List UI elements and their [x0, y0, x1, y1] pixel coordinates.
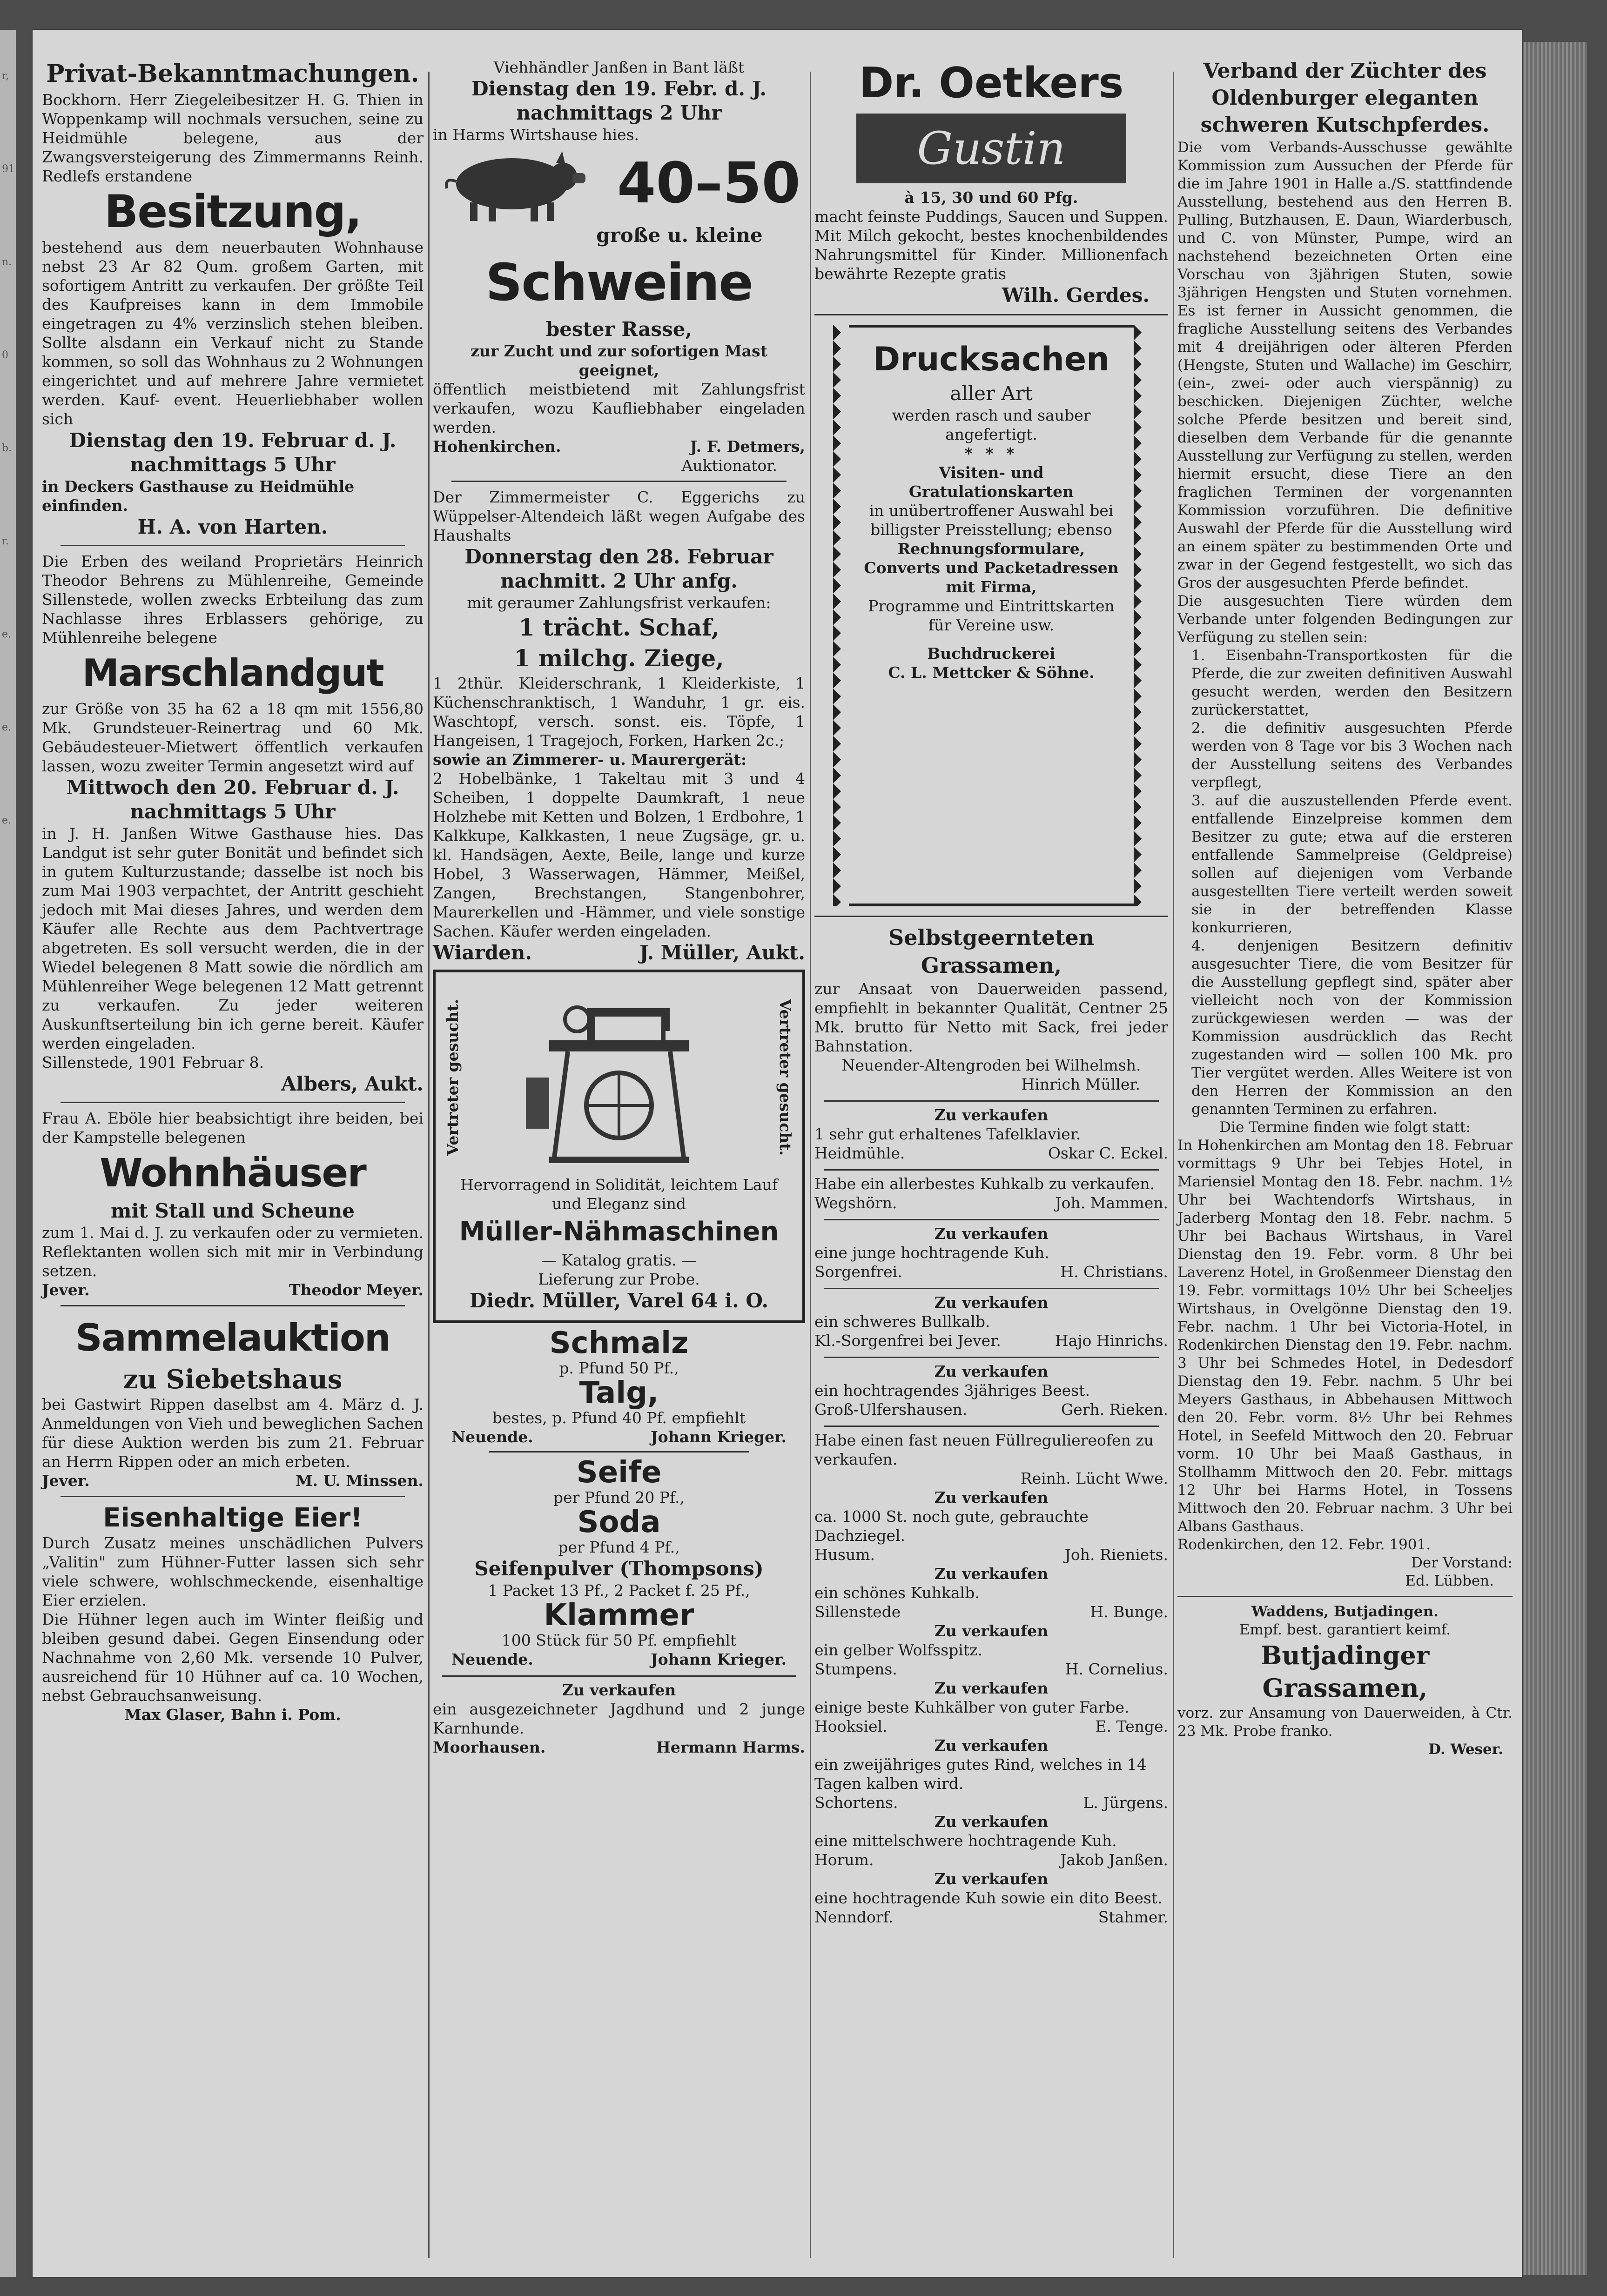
ad-signature: Stahmer. — [1098, 1908, 1168, 1926]
border-decoration — [833, 325, 849, 906]
ad-item: Rechnungsformulare, Converts und Packetadressen mit Firma, — [864, 540, 1119, 596]
side-label: Vertreter gesucht. — [776, 999, 794, 1156]
ad-price: p. Pfund 50 Pf., — [559, 1359, 679, 1377]
divider — [61, 1496, 405, 1497]
ad-text: ein zweijähriges gutes Rind, welches in 14 Tagen kalben wird. — [814, 1755, 1147, 1793]
ad-signature-line — [42, 1280, 424, 1299]
ad-place: Hohenkirchen. — [433, 437, 561, 455]
divider — [61, 1102, 405, 1103]
ad-title: Sammelauktion — [75, 1316, 390, 1359]
ad-stars: * * * — [964, 444, 1018, 462]
ad-title: Wohnhäuser — [100, 1150, 366, 1196]
ad-text: 1 sehr gut erhaltenes Tafelklavier. — [814, 1125, 1081, 1143]
section-heading: Privat-Bekanntmachungen. — [46, 60, 419, 88]
ad-heading: Zu verkaufen — [934, 1565, 1049, 1583]
divider — [814, 916, 1168, 917]
ad-item: Visiten- und Gratulationskarten — [908, 463, 1074, 501]
border-decoration — [1134, 325, 1150, 906]
ad-text: Habe einen fast neuen Füllreguliereofen zu verkaufen. — [814, 1431, 1154, 1468]
divider — [824, 1169, 1159, 1171]
ad-signature: H. Christians. — [1060, 1263, 1168, 1281]
ad-title: Marschlandgut — [82, 651, 383, 695]
ad-price: à 15, 30 und 60 Pfg. — [904, 188, 1078, 207]
condition-item: 3. auf die auszustellenden Pferde event. entfallende Einzelpreise kommen dem Besitzer zu gute; etwa auf die ersteren entfallende Sammelpreise (Geldpreise) sollen auf diejenigen vom Verbande ausgestellten Tiere verteilt werden soweit sie in der betreffenden Klasse konkurrieren, — [1191, 792, 1513, 936]
ad-text: in unübertroffener Auswahl bei billigster Preisstellung; ebenso — [869, 502, 1114, 539]
ad-signature: Johann Krieger. — [651, 1650, 787, 1668]
ad-text: Habe ein allerbestes Kuhkalb zu verkaufen. — [814, 1175, 1155, 1193]
ad-text: in Deckers Gasthause zu Heidmühle einfinden. — [42, 477, 355, 515]
ad-subtitle: mit Stall und Scheune — [111, 1199, 355, 1222]
ad-signature: E. Tenge. — [1095, 1717, 1168, 1735]
ad-text: ca. 1000 St. noch gute, gebrauchte Dachziegel. — [814, 1507, 1089, 1545]
ad-signature-line — [814, 1793, 1168, 1812]
ad-date-line: Rodenkirchen, den 12. Febr. 1901. — [1177, 1536, 1431, 1553]
margin-fragment: e. — [2, 629, 12, 640]
ad-signature: Ed. Lübben. — [1405, 1573, 1494, 1589]
ad-heading: Zu verkaufen — [934, 1293, 1049, 1312]
ad-text: einige beste Kuhkälber von guter Farbe. — [814, 1698, 1130, 1716]
ad-subtitle: große u. kleine — [596, 224, 763, 247]
ad-title: Butjadinger Grassamen, — [1260, 1640, 1430, 1703]
ad-subheading: sowie an Zimmerer- u. Maurergerät: — [433, 750, 747, 769]
divider — [451, 481, 787, 482]
page-stack-edge — [1522, 42, 1587, 2275]
ad-signature-line — [814, 1660, 1168, 1679]
divider — [824, 1219, 1159, 1220]
margin-fragment: r, — [2, 70, 9, 82]
condition-item: 4. denjenigen Besitzern definitiv ausgesuchter Tiere, die vom Besitzer für die Ausstellung gepflegt sind, später aber vielleicht noch von der Kommission zurückgewiesen werden — was der Kommission ausdrücklich das Recht zugestanden wird — sollen 100 Mk. pro Tier vergütet werden. Alles Weitere ist von den Herren der Kommission an den genannten Terminen zu erfahren. — [1191, 937, 1513, 1118]
ad-text: macht feinste Puddings, Saucen und Suppen. Mit Milch gekocht, bestes knochenbildendes Nahrungsmittel für Kinder. Millionenfach bewährte Rezepte gratis — [814, 208, 1168, 283]
drucksachen-ad — [833, 325, 1150, 906]
sewing-machine-ad — [433, 970, 805, 1323]
ad-title: Drucksachen — [873, 340, 1110, 378]
ad-time: nachmittags 5 Uhr — [130, 453, 336, 476]
ad-time: nachmittags 2 Uhr — [516, 101, 722, 124]
ad-title: Soda — [577, 1505, 661, 1540]
ad-signature-line — [814, 1400, 1168, 1419]
margin-fragment: r. — [2, 536, 9, 547]
ad-place: Neuende. — [451, 1428, 533, 1446]
ad-heading: Zu verkaufen — [934, 1622, 1049, 1640]
ad-signature: Joh. Mammen. — [1055, 1194, 1168, 1212]
ad-place: Sillenstede — [814, 1603, 901, 1621]
ad-title: Schmalz — [549, 1326, 689, 1360]
ad-heading: Zu verkaufen — [934, 1679, 1049, 1697]
ad-text: zur Größe von 35 ha 62 a 18 qm mit 1556,80 Mk. Grundsteuer-Reinertrag und 60 Mk. Gebäudesteuer-Mietwert öffentlich verkaufen lassen, wozu zweiter Termin angesetzt wird auf — [42, 700, 424, 775]
ad-text: ein ausgezeichneter Jagdhund und 2 junge Karnhunde. — [433, 1700, 805, 1737]
ad-signature: H. A. von Harten. — [137, 515, 328, 538]
ad-heading: Zu verkaufen — [934, 1225, 1049, 1243]
ad-signature-line — [42, 1471, 424, 1490]
ad-heading: Zu verkaufen — [934, 1106, 1049, 1124]
ad-text: Der Zimmermeister C. Eggerichs zu Wüppelser-Altendeich läßt wegen Aufgabe des Haushalts — [433, 488, 805, 544]
ad-signature: J. F. Detmers, — [690, 437, 805, 455]
ad-subtitle: Empf. best. garantiert keimf. — [1239, 1621, 1451, 1638]
ad-signature: H. Cornelius. — [1065, 1660, 1168, 1678]
ad-place: in Harms Wirtshause hies. — [433, 126, 639, 144]
ad-text: ein schönes Kuhkalb. — [814, 1584, 980, 1602]
ad-heading: Zu verkaufen — [934, 1870, 1049, 1888]
ad-text: 2 Hobelbänke, 1 Takeltau mit 3 und 4 Scheiben, 1 doppelte Daumkraft, 1 neue Holzhebe mit Ketten und Bolzen, 1 Erdbohre, 1 Kalkkupe, Kalkkasten, 1 neue Zugsäge, gr. u. kl. Handsägen, Aexte, Beile, lange und kurze Hobel, 3 Wasserwagen, Hämmer, Meißel, Zangen, Brechstangen, Stangenbohrer, Maurerkellen und -Hämmer, und viele sonstige Sachen. Käufer werden eingeladen. — [433, 770, 805, 940]
ad-title: Selbstgeernteten Grassamen, — [888, 925, 1095, 978]
ad-text: Programme und Eintrittskarten für Vereine usw. — [868, 597, 1115, 634]
ad-count: 40–50 — [617, 151, 800, 216]
ad-place: Jever. — [42, 1281, 90, 1299]
ad-title: Verband der Züchter des Oldenburger eleganten schweren Kutschpferdes. — [1200, 59, 1490, 137]
ad-text: Lieferung zur Probe. — [538, 1270, 700, 1288]
ad-text: vorz. zur Ansamung von Dauerweiden, à Ctr. 23 Mk. Probe franko. — [1177, 1705, 1513, 1740]
ad-signature-line — [814, 1331, 1168, 1350]
ad-date-line: Sillenstede, 1901 Februar 8. — [42, 1053, 264, 1071]
divider — [824, 1357, 1159, 1358]
ad-signature: Theodor Meyer. — [289, 1281, 424, 1299]
ad-signature: Oskar C. Eckel. — [1048, 1144, 1168, 1162]
ad-signature-line — [814, 1144, 1168, 1163]
previous-page-edge — [0, 30, 16, 2277]
newspaper-page — [33, 30, 1522, 2277]
ad-signature-line — [814, 1908, 1168, 1927]
margin-fragment: b. — [2, 442, 12, 454]
margin-fragment: n. — [2, 256, 12, 268]
ad-text: ein hochtragendes 3jähriges Beest. — [814, 1381, 1090, 1399]
ad-item: 1 milchg. Ziege, — [514, 644, 724, 672]
ad-signature: Max Glaser, Bahn i. Pom. — [124, 1706, 341, 1724]
ad-title: Klammer — [544, 1598, 694, 1633]
ad-text: Die ausgesuchten Tiere würden dem Verbande unter folgenden Bedingungen zur Verfügung zu stellen sein: — [1177, 593, 1513, 646]
ad-signature: Hinrich Müller. — [1021, 1075, 1140, 1093]
ad-signature: Reinh. Lücht Wwe. — [1020, 1469, 1168, 1487]
margin-fragment: e. — [2, 815, 12, 826]
ad-signature-line — [433, 1427, 805, 1446]
ad-text: ein gelber Wolfsspitz. — [814, 1641, 982, 1659]
ad-date: Dienstag den 19. Februar d. J. — [69, 429, 397, 452]
ad-subtitle: bester Rasse, — [545, 318, 693, 341]
ad-signature: Gerh. Rieken. — [1061, 1400, 1168, 1419]
ad-title: Dr. Oetkers — [859, 59, 1124, 107]
ad-price: 1 Packet 13 Pf., 2 Packet f. 25 Pf., — [488, 1581, 750, 1600]
ad-text: Die vom Verbands-Ausschusse gewählte Kommission zum Aussuchen der Pferde für die im Jahre 1901 in Halle a./S. stattfindende Ausstellung, bestehend aus den Herren B. Pulling, Butzhausen, E. Daun, Wiarderbusch, und C. von Münster, Pumpe, wird an nachstehend bezeichneten Orten eine Vorschau von 3jährigen Stuten, sowie 3jährigen Hengsten und Stuten vornehmen. Es ist ferner in Aussicht genommen, die fragliche Ausstellung seitens des Verbandes mit 4 dreijährigen oder älteren Pferden (Hengste, Stuten und Wallache) im Geschirr, (ein-, zwei- oder auch vierspännig) zu beschicken. Diejenigen Züchter, welche solche Pferde besitzen und bereit sind, dieselben dem Verbande für die genannte Ausstellung zur Verfügung zu stellen, werden hiermit ersucht, diese Tiere an den fraglichen Terminen der vorgenannten Kommission vorzuführen. Die definitive Auswahl der Pferde für die Ausstellung wird an einem später zu bestimmenden Orte und zwar in der Gegend festgestellt, wo sich das Gros der ausgesuchten Pferde befindet. — [1177, 139, 1513, 591]
ad-signature-line — [814, 1717, 1168, 1736]
ad-text: öffentlich meistbietend mit Zahlungsfrist verkaufen, wozu Kaufliebhaber eingeladen werden. — [433, 380, 805, 436]
ad-item: 1 trächt. Schaf, — [518, 614, 719, 641]
divider — [442, 1675, 796, 1677]
ad-title: Schweine — [485, 253, 753, 312]
ad-text: zur Ansaat von Dauerweiden passend, empfiehlt in bekannter Qualität, Centner 25 Mk. brutto für Netto mit Sack, frei jeder Bahnstation. — [814, 980, 1168, 1055]
divider — [489, 1451, 749, 1453]
column-3 — [814, 58, 1168, 1927]
ad-place: Sorgenfrei. — [814, 1263, 902, 1281]
pig-row — [433, 144, 805, 223]
pig-icon — [437, 144, 586, 223]
ad-text: in J. H. Janßen Witwe Gasthause hies. Das Landgut ist sehr guter Bonität und befindet sich in gutem Kulturzustande; dasselbe ist noch bis zum Mai 1903 verpachtet, der Antritt geschieht jedoch mit Mai dieses Jahres, und werden dem Käufer alle Rechte aus dem Pachtvertrage abgetreten. Es soll versucht werden, die in der Wiedel belegenen 8 Matt sowie die nördlich am Mühlenreiher Wege belegenen 12 Matt getrennt zu verkaufen. Zu jeder weiteren Auskunftserteilung bin ich gerne bereit. Käufer werden eingeladen. — [42, 824, 424, 1052]
ad-signature: Jakob Janßen. — [1060, 1851, 1168, 1869]
ad-text: — Katalog gratis. — — [541, 1251, 697, 1269]
ad-time: nachmittags 5 Uhr — [130, 800, 336, 823]
divider — [1177, 1596, 1513, 1597]
ad-place: Kl.-Sorgenfrei bei Jever. — [814, 1332, 1001, 1350]
sewing-machine-icon — [521, 984, 717, 1171]
ad-text: 1 2thür. Kleiderschrank, 1 Kleiderkiste, 1 Küchenschranktisch, 1 Wanduhr, 1 gr. eis. Waschtopf, versch. sonst. eis. Töpfe, 1 Hangeisen, 1 Tragejoch, Forken, Harken 2c.; — [433, 674, 805, 750]
divider — [824, 1426, 1159, 1427]
ad-signature: Wilh. Gerdes. — [1002, 284, 1150, 307]
ad-signature: Der Vorstand: — [1411, 1554, 1513, 1571]
ad-text: eine hochtragende Kuh sowie ein dito Beest. — [814, 1889, 1163, 1907]
ad-subtitle: aller Art — [950, 382, 1033, 405]
ad-place: Jever. — [42, 1472, 90, 1490]
ad-signature: Johann Krieger. — [651, 1428, 787, 1446]
ad-subheading: Die Termine finden wie folgt statt: — [1219, 1119, 1471, 1136]
ad-time: nachmitt. 2 Uhr anfg. — [500, 569, 738, 592]
ad-text: bestehend aus dem neuerbauten Wohnhause nebst 23 Ar 82 Qum. großem Garten, mit sofortigem Antritt zu verkaufen. Der größte Teil des Kaufpreises kann in dem Immobile eingetragen zu 4% verzinslich stehen bleiben. Sollte alsdann ein Verkauf nicht zu Stande kommen, so soll das Wohnhaus zu 2 Wohnungen eingerichtet und auf mehrere Jahre vermietet werden. Kauf- event. Heuerliebhaber wollen sich — [42, 238, 424, 428]
ad-signature: Albers, Aukt. — [281, 1072, 424, 1095]
column-2 — [433, 58, 805, 1757]
ad-subtitle: zur Zucht und zur sofortigen Mast geeignet, — [471, 342, 767, 379]
ad-place: Neuender-Altengroden bei Wilhelmsh. — [841, 1056, 1141, 1074]
ad-text: werden rasch und sauber angefertigt. — [892, 406, 1091, 443]
ad-price: 100 Stück für 50 Pf. empfiehlt — [501, 1631, 737, 1649]
ad-heading: Zu verkaufen — [934, 1488, 1049, 1506]
ad-signature: Joh. Rieniets. — [1064, 1546, 1168, 1564]
drucksachen-body — [849, 325, 1134, 906]
ad-signature: C. L. Mettcker & Söhne. — [888, 663, 1095, 682]
ad-place: Wegshörn. — [814, 1194, 897, 1212]
ad-signature: D. Weser. — [1428, 1741, 1503, 1758]
ad-title: Talg, — [579, 1376, 659, 1410]
ad-title: Seifenpulver (Thompsons) — [474, 1557, 764, 1580]
ad-place: Groß-Ulfershausen. — [814, 1400, 968, 1419]
column-rule — [810, 72, 811, 2258]
ad-signature-line — [814, 1602, 1168, 1621]
ad-signature-line — [814, 1262, 1168, 1281]
ad-text: ein schweres Bullkalb. — [814, 1312, 990, 1331]
ad-signature: L. Jürgens. — [1083, 1794, 1168, 1812]
divider — [824, 1288, 1159, 1289]
ad-signature: Diedr. Müller, Varel 64 i. O. — [469, 1289, 769, 1312]
ad-text: zum 1. Mai d. J. zu verkaufen oder zu vermieten. Reflektanten wollen sich mit mir in Verbindung setzen. — [42, 1224, 424, 1280]
ad-signature-title: Auktionator. — [681, 456, 777, 475]
ad-price: bestes, p. Pfund 40 Pf. empfiehlt — [492, 1409, 746, 1427]
column-rule — [428, 72, 430, 2258]
ad-signature: Hajo Hinrichs. — [1055, 1332, 1168, 1350]
column-rule — [1173, 72, 1174, 2258]
margin-fragment: e. — [2, 722, 12, 733]
ad-signature-line — [433, 437, 805, 456]
ad-signature-line — [814, 1545, 1168, 1564]
ad-price: per Pfund 20 Pf., — [553, 1488, 685, 1506]
ad-subtitle: zu Siebetshaus — [123, 1364, 343, 1395]
ad-text: eine mittelschwere hochtragende Kuh. — [814, 1832, 1117, 1850]
ad-signature-line — [433, 941, 805, 965]
ad-text: Durch Zusatz meines unschädlichen Pulvers „Valitin" zum Hühner-Futter lassen sich sehr viele schwere, wohlschmeckende, eisenhaltige Eier erzielen. — [42, 1534, 424, 1609]
ad-signature-line — [814, 1850, 1168, 1869]
condition-item: 2. die definitiv ausgesuchten Pferde werden von 8 Tage vor bis 3 Wochen nach der Ausstellung seitens des Verbandes verpflegt, — [1191, 720, 1513, 791]
ad-signature-line — [433, 1650, 805, 1669]
margin-fragment: 91 — [2, 163, 15, 175]
ad-text: Die Hühner legen auch im Winter fleißig und bleiben gesund dabei. Gegen Einsendung oder Nachnahme von 2,60 Mk. versende 10 Pulver, ausreichend für 10 Hühner auf ca. 10 Wochen, nebst Gebrauchsanweisung. — [42, 1610, 424, 1705]
divider — [61, 1305, 405, 1306]
ad-place: Horum. — [814, 1851, 874, 1869]
ad-text: mit geraumer Zahlungsfrist verkaufen: — [467, 594, 771, 612]
ad-place: Schortens. — [814, 1794, 898, 1812]
ad-place: Stumpens. — [814, 1660, 897, 1678]
ad-text: Hervorragend in Solidität, leichtem Lauf und Eleganz sind — [460, 1176, 778, 1213]
divider — [814, 314, 1168, 315]
gustin-logo: Gustin — [856, 114, 1126, 183]
ad-text: Frau A. Eböle hier beabsichtigt ihre beiden, bei der Kampstelle belegenen — [42, 1109, 424, 1146]
ad-text: eine junge hochtragende Kuh. — [814, 1244, 1049, 1262]
ad-price: per Pfund 4 Pf., — [558, 1538, 680, 1556]
ad-signature: M. U. Minssen. — [296, 1472, 424, 1490]
ad-date: Mittwoch den 20. Februar d. J. — [66, 776, 399, 799]
ad-heading: Waddens, Butjadingen. — [1251, 1603, 1439, 1620]
ad-signature-line — [433, 1738, 805, 1757]
ad-heading: Zu verkaufen — [562, 1681, 676, 1699]
side-label: Vertreter gesucht. — [444, 999, 462, 1156]
ad-place: Neuende. — [451, 1650, 533, 1668]
ad-place: Husum. — [814, 1546, 875, 1564]
ad-signature: H. Bunge. — [1090, 1603, 1168, 1621]
divider — [824, 1100, 1159, 1102]
ad-title: Eisenhaltige Eier! — [103, 1503, 363, 1533]
ad-date: Donnerstag den 28. Februar — [464, 545, 773, 568]
ad-title: Seife — [576, 1455, 662, 1490]
column-4 — [1177, 58, 1513, 1759]
ad-heading: Zu verkaufen — [934, 1736, 1049, 1754]
ad-heading: Zu verkaufen — [934, 1362, 1049, 1380]
ad-text: Viehhändler Janßen in Bant läßt — [493, 58, 745, 76]
ad-place: Heidmühle. — [814, 1144, 905, 1162]
divider — [61, 545, 405, 546]
ad-heading: Zu verkaufen — [934, 1813, 1049, 1831]
condition-item: 1. Eisenbahn-Transportkosten für die Pferde, die zur zweiten definitiven Auswahl gesucht werden, werden den Besitzern zurückerstattet, — [1191, 647, 1513, 718]
ad-text: bei Gastwirt Rippen daselbst am 4. März d. J. Anmeldungen von Vieh und beweglichen Sachen für diese Auktion werden bis zum 21. Februar an Herrn Rippen oder an mich erbeten. — [42, 1395, 424, 1471]
ad-text: In Hohenkirchen am Montag den 18. Februar vormittags 9 Uhr bei Tebjes Hotel, in Mariensiel Montag den 18. Febr. nachm. 1½ Uhr bei Wachtendorfs Wirtshaus, in Jaderberg Montag den 18. Febr. nachm. 5 Uhr bei Bachaus Wirtshaus, in Varel Dienstag den 19. Febr. vorm. 8 Uhr bei Laverenz Hotel, in Großenmeer Dienstag den 19. Febr. vormittags 10½ Uhr bei Scheeljes Wirtshaus, in Ovelgönne Dienstag den 19. Febr. nachm. 1 Uhr bei Victoria-Hotel, in Rodenkirchen Dienstag den 19. Febr. nachm. 3 Uhr bei Schmedes Hotel, in Dedesdorf Dienstag den 19. Febr. nachm. 5 Uhr bei Meyers Gasthaus, in Abbehausen Mittwoch den 20. Febr. vorm. 8½ Uhr bei Rehmes Hotel, in Seefeld Mittwoch den 20. Februar vorm. 10 Uhr bei Maaß Gasthaus, in Stollhamm Mittwoch den 20. Febr. mittags 12 Uhr bei Harms Hotel, in Tossens Mittwoch den 20. Februar nachm. 3 Uhr bei Albans Gasthaus. — [1177, 1137, 1513, 1535]
ad-date: Dienstag den 19. Febr. d. J. — [471, 77, 767, 100]
ad-signature: J. Müller, Aukt. — [639, 941, 805, 964]
margin-fragment: 0 — [2, 349, 8, 361]
ad-place: Moorhausen. — [433, 1738, 546, 1756]
column-1 — [42, 58, 424, 1724]
ad-signature-line — [814, 1193, 1168, 1212]
ad-place: Nenndorf. — [814, 1908, 894, 1926]
ad-place: Hooksiel. — [814, 1717, 888, 1735]
ad-signature: Hermann Harms. — [656, 1738, 805, 1756]
ad-title: Müller-Nähmaschinen — [459, 1217, 779, 1247]
ad-text: Bockhorn. Herr Ziegeleibesitzer H. G. Thien in Woppenkamp will nochmals versuchen, seine zu Heidmühle belegene, aus der Zwangsversteigerung des Zimmermanns Reinh. Redlefs erstandene — [42, 91, 424, 185]
ad-title: Besitzung, — [104, 186, 361, 238]
ad-text: Die Erben des weiland Proprietärs Heinrich Theodor Behrens zu Mühlenreihe, Gemeinde Sillenstede, wollen zwecks Erbteilung das zum Nachlasse ihres Erblassers gehörige, zu Mühlenreihe belegene — [42, 552, 424, 647]
ad-signature: Buchdruckerei — [927, 644, 1056, 663]
sewing-machine-art — [443, 980, 795, 1175]
ad-place: Wiarden. — [433, 941, 532, 964]
